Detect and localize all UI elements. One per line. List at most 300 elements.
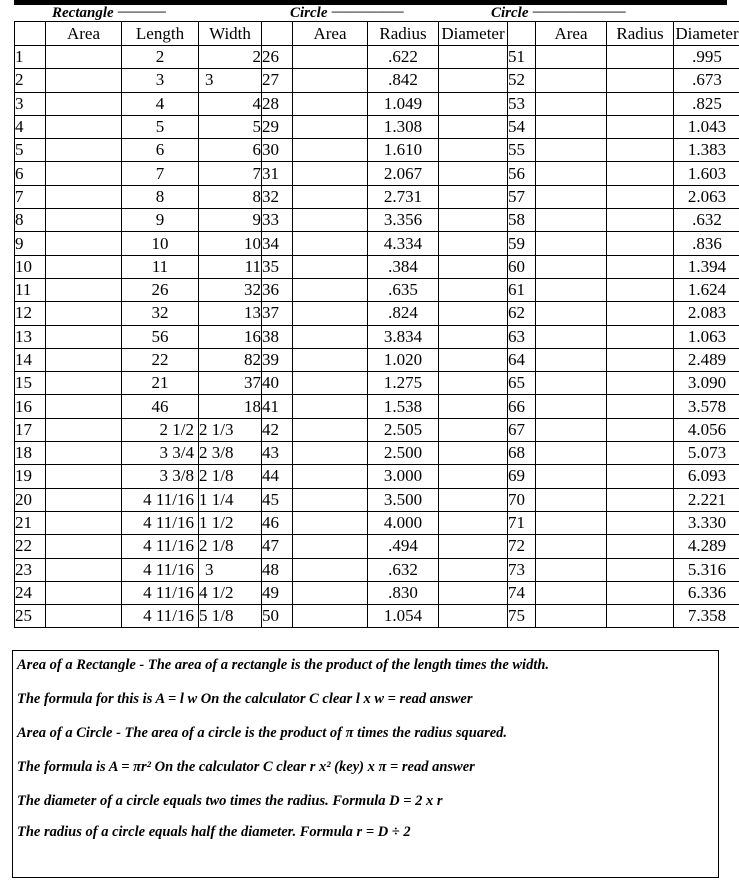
- rect-area-cell[interactable]: [46, 278, 122, 301]
- width-cell: 3: [199, 69, 262, 92]
- table-row: [15, 535, 739, 558]
- length-cell: 4 11/16: [122, 488, 199, 511]
- row-number-rect: 23: [15, 558, 46, 581]
- radius-cell-2[interactable]: [607, 69, 674, 92]
- circle-area-cell[interactable]: [293, 558, 368, 581]
- header-diameter-2: Diameter: [674, 22, 739, 46]
- formula-line-radius: The radius of a circle equals half the diameter. Formula r = D ÷ 2: [17, 824, 411, 840]
- diameter-cell[interactable]: [439, 465, 508, 488]
- table-row: [15, 185, 739, 208]
- circle-area-cell-2[interactable]: [536, 418, 607, 441]
- circle-area-cell[interactable]: [293, 511, 368, 534]
- radius-cell-2[interactable]: [607, 232, 674, 255]
- table-row: [15, 325, 739, 348]
- row-number-circle-radius: 37: [262, 302, 293, 325]
- diameter-value-cell: 1.043: [674, 115, 739, 138]
- diameter-value-cell: 1.603: [674, 162, 739, 185]
- circle-area-cell-2[interactable]: [536, 46, 607, 69]
- diameter-value-cell: .836: [674, 232, 739, 255]
- circle-area-cell-2[interactable]: [536, 209, 607, 232]
- radius-cell: 1.610: [368, 139, 439, 162]
- rect-area-cell[interactable]: [46, 535, 122, 558]
- radius-cell: 1.054: [368, 605, 439, 628]
- diameter-value-cell: 2.083: [674, 302, 739, 325]
- width-cell: 2 3/8: [199, 442, 262, 465]
- table-row: [15, 278, 739, 301]
- diameter-cell[interactable]: [439, 46, 508, 69]
- diameter-cell[interactable]: [439, 348, 508, 371]
- length-cell: 46: [122, 395, 199, 418]
- circle-area-cell[interactable]: [293, 46, 368, 69]
- row-number-circle-diameter: 71: [508, 511, 536, 534]
- length-cell: 32: [122, 302, 199, 325]
- header-radius: Radius: [368, 22, 439, 46]
- circle-area-cell[interactable]: [293, 162, 368, 185]
- rect-area-cell[interactable]: [46, 511, 122, 534]
- row-number-rect: 17: [15, 418, 46, 441]
- table-row: [15, 255, 739, 278]
- row-number-circle-radius: 32: [262, 185, 293, 208]
- radius-cell: 3.834: [368, 325, 439, 348]
- circle-area-cell-2[interactable]: [536, 185, 607, 208]
- formula-notes-box: [12, 650, 719, 878]
- circle-area-cell[interactable]: [293, 92, 368, 115]
- diameter-cell[interactable]: [439, 558, 508, 581]
- radius-cell: 1.308: [368, 115, 439, 138]
- diameter-cell[interactable]: [439, 302, 508, 325]
- circle-area-cell-2[interactable]: [536, 488, 607, 511]
- row-number-circle-radius: 41: [262, 395, 293, 418]
- table-row: [15, 465, 739, 488]
- circle-area-cell[interactable]: [293, 209, 368, 232]
- circle-area-cell-2[interactable]: [536, 395, 607, 418]
- circle-area-cell-2[interactable]: [536, 442, 607, 465]
- width-cell: 5: [199, 115, 262, 138]
- row-number-rect: 13: [15, 325, 46, 348]
- radius-cell-2[interactable]: [607, 209, 674, 232]
- rect-area-cell[interactable]: [46, 255, 122, 278]
- width-cell: 1 1/2: [199, 511, 262, 534]
- row-number-rect: 2: [15, 69, 46, 92]
- row-number-circle-radius: 35: [262, 255, 293, 278]
- table-row: [15, 395, 739, 418]
- section-dashes-circle-radius: ------------------------: [331, 4, 404, 18]
- circle-area-cell-2[interactable]: [536, 162, 607, 185]
- diameter-cell[interactable]: [439, 418, 508, 441]
- row-number-circle-diameter: 57: [508, 185, 536, 208]
- length-cell: 22: [122, 348, 199, 371]
- rect-area-cell[interactable]: [46, 92, 122, 115]
- diameter-cell[interactable]: [439, 605, 508, 628]
- length-cell: 4: [122, 92, 199, 115]
- radius-cell-2[interactable]: [607, 278, 674, 301]
- circle-area-cell[interactable]: [293, 465, 368, 488]
- circle-area-cell-2[interactable]: [536, 278, 607, 301]
- header-width: Width: [199, 22, 262, 46]
- circle-area-cell[interactable]: [293, 232, 368, 255]
- rect-area-cell[interactable]: [46, 325, 122, 348]
- diameter-value-cell: 1.394: [674, 255, 739, 278]
- row-number-rect: 24: [15, 581, 46, 604]
- rect-area-cell[interactable]: [46, 46, 122, 69]
- circle-area-cell-2[interactable]: [536, 372, 607, 395]
- circle-area-cell[interactable]: [293, 302, 368, 325]
- row-number-rect: 4: [15, 115, 46, 138]
- length-cell: 11: [122, 255, 199, 278]
- formula-line-circle-formula: The formula is A = πr² On the calculator C clear r x² (key) x π = read answer: [17, 759, 475, 775]
- diameter-cell[interactable]: [439, 115, 508, 138]
- circle-area-cell[interactable]: [293, 488, 368, 511]
- rect-area-cell[interactable]: [46, 139, 122, 162]
- circle-area-cell-2[interactable]: [536, 115, 607, 138]
- radius-cell-2[interactable]: [607, 302, 674, 325]
- diameter-value-cell: 6.093: [674, 465, 739, 488]
- section-label-circle-diameter: [491, 3, 625, 21]
- width-cell: 32: [199, 278, 262, 301]
- circle-area-cell[interactable]: [293, 535, 368, 558]
- row-number-circle-diameter: 60: [508, 255, 536, 278]
- circle-area-cell-2[interactable]: [536, 255, 607, 278]
- row-number-circle-radius: 30: [262, 139, 293, 162]
- width-cell: 2 1/8: [199, 535, 262, 558]
- diameter-cell[interactable]: [439, 185, 508, 208]
- table-row: [15, 302, 739, 325]
- row-number-circle-radius: 46: [262, 511, 293, 534]
- radius-cell-2[interactable]: [607, 46, 674, 69]
- diameter-value-cell: 3.090: [674, 372, 739, 395]
- table-row: [15, 488, 739, 511]
- table-row: [15, 69, 739, 92]
- row-number-circle-diameter: 61: [508, 278, 536, 301]
- row-number-rect: 15: [15, 372, 46, 395]
- circle-area-cell[interactable]: [293, 255, 368, 278]
- radius-cell: 1.538: [368, 395, 439, 418]
- diameter-value-cell: 3.330: [674, 511, 739, 534]
- row-number-circle-radius: 50: [262, 605, 293, 628]
- row-number-rect: 6: [15, 162, 46, 185]
- circle-area-cell[interactable]: [293, 605, 368, 628]
- circle-area-cell[interactable]: [293, 418, 368, 441]
- rect-area-cell[interactable]: [46, 581, 122, 604]
- circle-area-cell-2[interactable]: [536, 302, 607, 325]
- radius-cell: .830: [368, 581, 439, 604]
- radius-cell-2[interactable]: [607, 372, 674, 395]
- circle-area-cell-2[interactable]: [536, 139, 607, 162]
- radius-cell: .635: [368, 278, 439, 301]
- diameter-value-cell: 3.578: [674, 395, 739, 418]
- row-number-circle-radius: 47: [262, 535, 293, 558]
- row-number-rect: 9: [15, 232, 46, 255]
- radius-cell: 3.000: [368, 465, 439, 488]
- diameter-cell[interactable]: [439, 581, 508, 604]
- row-number-rect: 20: [15, 488, 46, 511]
- circle-area-cell-2[interactable]: [536, 69, 607, 92]
- circle-area-cell[interactable]: [293, 442, 368, 465]
- table-row: [15, 115, 739, 138]
- width-cell: 18: [199, 395, 262, 418]
- width-cell: 37: [199, 372, 262, 395]
- diameter-value-cell: 1.383: [674, 139, 739, 162]
- rect-area-cell[interactable]: [46, 418, 122, 441]
- rect-area-cell[interactable]: [46, 69, 122, 92]
- formula-line-rect-formula: The formula for this is A = l w On the calculator C clear l x w = read answer: [17, 691, 473, 707]
- length-cell: 21: [122, 372, 199, 395]
- rect-area-cell[interactable]: [46, 372, 122, 395]
- circle-area-cell-2[interactable]: [536, 581, 607, 604]
- rect-area-cell[interactable]: [46, 488, 122, 511]
- row-number-rect: 14: [15, 348, 46, 371]
- width-cell: 1 1/4: [199, 488, 262, 511]
- row-number-circle-radius: 44: [262, 465, 293, 488]
- width-cell: 5 1/8: [199, 605, 262, 628]
- radius-cell: .824: [368, 302, 439, 325]
- row-number-circle-diameter: 58: [508, 209, 536, 232]
- header-index-2: [262, 22, 293, 46]
- diameter-value-cell: .825: [674, 92, 739, 115]
- diameter-value-cell: 4.056: [674, 418, 739, 441]
- row-number-rect: 5: [15, 139, 46, 162]
- rect-area-cell[interactable]: [46, 185, 122, 208]
- diameter-cell[interactable]: [439, 278, 508, 301]
- row-number-circle-diameter: 59: [508, 232, 536, 255]
- length-cell: 2 1/2: [122, 418, 199, 441]
- length-cell: 4 11/16: [122, 511, 199, 534]
- width-cell: 2 1/3: [199, 418, 262, 441]
- radius-cell: 2.500: [368, 442, 439, 465]
- diameter-cell[interactable]: [439, 325, 508, 348]
- radius-cell-2[interactable]: [607, 535, 674, 558]
- row-number-rect: 8: [15, 209, 46, 232]
- length-cell: 4 11/16: [122, 535, 199, 558]
- row-number-circle-radius: 45: [262, 488, 293, 511]
- diameter-cell[interactable]: [439, 232, 508, 255]
- formula-line-circle-area: Area of a Circle - The area of a circle is the product of π times the radius squared.: [17, 725, 508, 741]
- rect-area-cell[interactable]: [46, 232, 122, 255]
- radius-cell-2[interactable]: [607, 558, 674, 581]
- section-title-circle-diameter: Circle: [491, 5, 529, 21]
- circle-area-cell[interactable]: [293, 278, 368, 301]
- table-row: [15, 92, 739, 115]
- diameter-cell[interactable]: [439, 255, 508, 278]
- row-number-circle-radius: 40: [262, 372, 293, 395]
- row-number-circle-radius: 28: [262, 92, 293, 115]
- diameter-cell[interactable]: [439, 442, 508, 465]
- circle-area-cell-2[interactable]: [536, 535, 607, 558]
- table-row: [15, 418, 739, 441]
- row-number-circle-diameter: 65: [508, 372, 536, 395]
- diameter-value-cell: .995: [674, 46, 739, 69]
- width-cell: 82: [199, 348, 262, 371]
- circle-area-cell-2[interactable]: [536, 558, 607, 581]
- section-title-rectangle: Rectangle: [52, 5, 114, 21]
- table-row: [15, 605, 739, 628]
- row-number-rect: 12: [15, 302, 46, 325]
- circle-area-cell-2[interactable]: [536, 325, 607, 348]
- radius-cell-2[interactable]: [607, 162, 674, 185]
- circle-area-cell-2[interactable]: [536, 92, 607, 115]
- length-cell: 26: [122, 278, 199, 301]
- radius-cell-2[interactable]: [607, 465, 674, 488]
- diameter-value-cell: 2.221: [674, 488, 739, 511]
- diameter-cell[interactable]: [439, 92, 508, 115]
- circle-area-cell-2[interactable]: [536, 348, 607, 371]
- length-cell: 4 11/16: [122, 558, 199, 581]
- width-cell: 10: [199, 232, 262, 255]
- circle-area-cell-2[interactable]: [536, 605, 607, 628]
- radius-cell-2[interactable]: [607, 395, 674, 418]
- diameter-cell[interactable]: [439, 488, 508, 511]
- row-number-rect: 21: [15, 511, 46, 534]
- row-number-circle-radius: 36: [262, 278, 293, 301]
- row-number-circle-diameter: 72: [508, 535, 536, 558]
- row-number-circle-radius: 33: [262, 209, 293, 232]
- table-row: [15, 139, 739, 162]
- circle-area-cell-2[interactable]: [536, 511, 607, 534]
- header-length: Length: [122, 22, 199, 46]
- table-row: [15, 558, 739, 581]
- diameter-cell[interactable]: [439, 372, 508, 395]
- radius-cell-2[interactable]: [607, 418, 674, 441]
- row-number-circle-diameter: 69: [508, 465, 536, 488]
- rect-area-cell[interactable]: [46, 465, 122, 488]
- row-number-circle-radius: 27: [262, 69, 293, 92]
- table-row: [15, 348, 739, 371]
- row-number-circle-diameter: 67: [508, 418, 536, 441]
- length-cell: 5: [122, 115, 199, 138]
- radius-cell-2[interactable]: [607, 511, 674, 534]
- diameter-value-cell: 6.336: [674, 581, 739, 604]
- rect-area-cell[interactable]: [46, 442, 122, 465]
- circle-area-cell[interactable]: [293, 581, 368, 604]
- diameter-cell[interactable]: [439, 209, 508, 232]
- radius-cell: 3.500: [368, 488, 439, 511]
- circle-area-cell-2[interactable]: [536, 465, 607, 488]
- width-cell: 4 1/2: [199, 581, 262, 604]
- row-number-circle-radius: 42: [262, 418, 293, 441]
- radius-cell-2[interactable]: [607, 255, 674, 278]
- diameter-cell[interactable]: [439, 69, 508, 92]
- radius-cell-2[interactable]: [607, 139, 674, 162]
- diameter-value-cell: .673: [674, 69, 739, 92]
- radius-cell: 4.000: [368, 511, 439, 534]
- circle-area-cell[interactable]: [293, 372, 368, 395]
- diameter-value-cell: 2.489: [674, 348, 739, 371]
- formula-line-rect-area: Area of a Rectangle - The area of a rectangle is the product of the length times the width.: [17, 657, 550, 673]
- radius-cell-2[interactable]: [607, 442, 674, 465]
- diameter-value-cell: 4.289: [674, 535, 739, 558]
- rect-area-cell[interactable]: [46, 162, 122, 185]
- table-row: [15, 46, 739, 69]
- rect-area-cell[interactable]: [46, 302, 122, 325]
- row-number-circle-radius: 31: [262, 162, 293, 185]
- radius-cell-2[interactable]: [607, 348, 674, 371]
- diameter-value-cell: 2.063: [674, 185, 739, 208]
- row-number-circle-diameter: 73: [508, 558, 536, 581]
- row-number-rect: 18: [15, 442, 46, 465]
- diameter-value-cell: 5.316: [674, 558, 739, 581]
- diameter-cell[interactable]: [439, 395, 508, 418]
- radius-cell: 2.731: [368, 185, 439, 208]
- radius-cell: .842: [368, 69, 439, 92]
- width-cell: 3: [199, 558, 262, 581]
- rect-area-cell[interactable]: [46, 605, 122, 628]
- width-cell: 6: [199, 139, 262, 162]
- circle-area-cell[interactable]: [293, 325, 368, 348]
- row-number-circle-diameter: 66: [508, 395, 536, 418]
- length-cell: 8: [122, 185, 199, 208]
- width-cell: 7: [199, 162, 262, 185]
- radius-cell-2[interactable]: [607, 581, 674, 604]
- circle-area-cell[interactable]: [293, 115, 368, 138]
- table-row: [15, 162, 739, 185]
- row-number-circle-diameter: 68: [508, 442, 536, 465]
- section-title-circle-radius: Circle: [290, 5, 328, 21]
- table-row: [15, 232, 739, 255]
- circle-area-cell[interactable]: [293, 395, 368, 418]
- width-cell: 8: [199, 185, 262, 208]
- radius-cell-2[interactable]: [607, 185, 674, 208]
- diameter-cell[interactable]: [439, 535, 508, 558]
- header-area-rect: Area: [46, 22, 122, 46]
- radius-cell: .494: [368, 535, 439, 558]
- circle-area-cell[interactable]: [293, 139, 368, 162]
- row-number-circle-diameter: 64: [508, 348, 536, 371]
- section-dashes-rectangle: ----------------: [117, 4, 166, 18]
- width-cell: 4: [199, 92, 262, 115]
- row-number-rect: 22: [15, 535, 46, 558]
- diameter-cell[interactable]: [439, 139, 508, 162]
- circle-area-cell[interactable]: [293, 348, 368, 371]
- circle-area-cell-2[interactable]: [536, 232, 607, 255]
- table-row: [15, 372, 739, 395]
- radius-cell-2[interactable]: [607, 115, 674, 138]
- row-number-circle-radius: 48: [262, 558, 293, 581]
- rect-area-cell[interactable]: [46, 209, 122, 232]
- header-index-3: [508, 22, 536, 46]
- rect-area-cell[interactable]: [46, 395, 122, 418]
- row-number-circle-radius: 49: [262, 581, 293, 604]
- circle-area-cell[interactable]: [293, 185, 368, 208]
- row-number-circle-diameter: 51: [508, 46, 536, 69]
- rect-area-cell[interactable]: [46, 115, 122, 138]
- radius-cell-2[interactable]: [607, 325, 674, 348]
- diameter-cell[interactable]: [439, 162, 508, 185]
- length-cell: 4 11/16: [122, 581, 199, 604]
- row-number-circle-diameter: 53: [508, 92, 536, 115]
- row-number-rect: 19: [15, 465, 46, 488]
- header-index-1: [15, 22, 46, 46]
- rect-area-cell[interactable]: [46, 348, 122, 371]
- diameter-value-cell: .632: [674, 209, 739, 232]
- diameter-value-cell: 5.073: [674, 442, 739, 465]
- row-number-rect: 11: [15, 278, 46, 301]
- radius-cell: 3.356: [368, 209, 439, 232]
- circle-area-cell[interactable]: [293, 69, 368, 92]
- length-cell: 3: [122, 69, 199, 92]
- radius-cell: 1.020: [368, 348, 439, 371]
- radius-cell-2[interactable]: [607, 488, 674, 511]
- section-label-rectangle: [52, 3, 165, 21]
- radius-cell-2[interactable]: [607, 92, 674, 115]
- rect-area-cell[interactable]: [46, 558, 122, 581]
- radius-cell: 4.334: [368, 232, 439, 255]
- row-number-circle-diameter: 54: [508, 115, 536, 138]
- radius-cell: 2.505: [368, 418, 439, 441]
- header-area-circle-1: Area: [293, 22, 368, 46]
- radius-cell-2[interactable]: [607, 605, 674, 628]
- diameter-cell[interactable]: [439, 511, 508, 534]
- length-cell: 3 3/4: [122, 442, 199, 465]
